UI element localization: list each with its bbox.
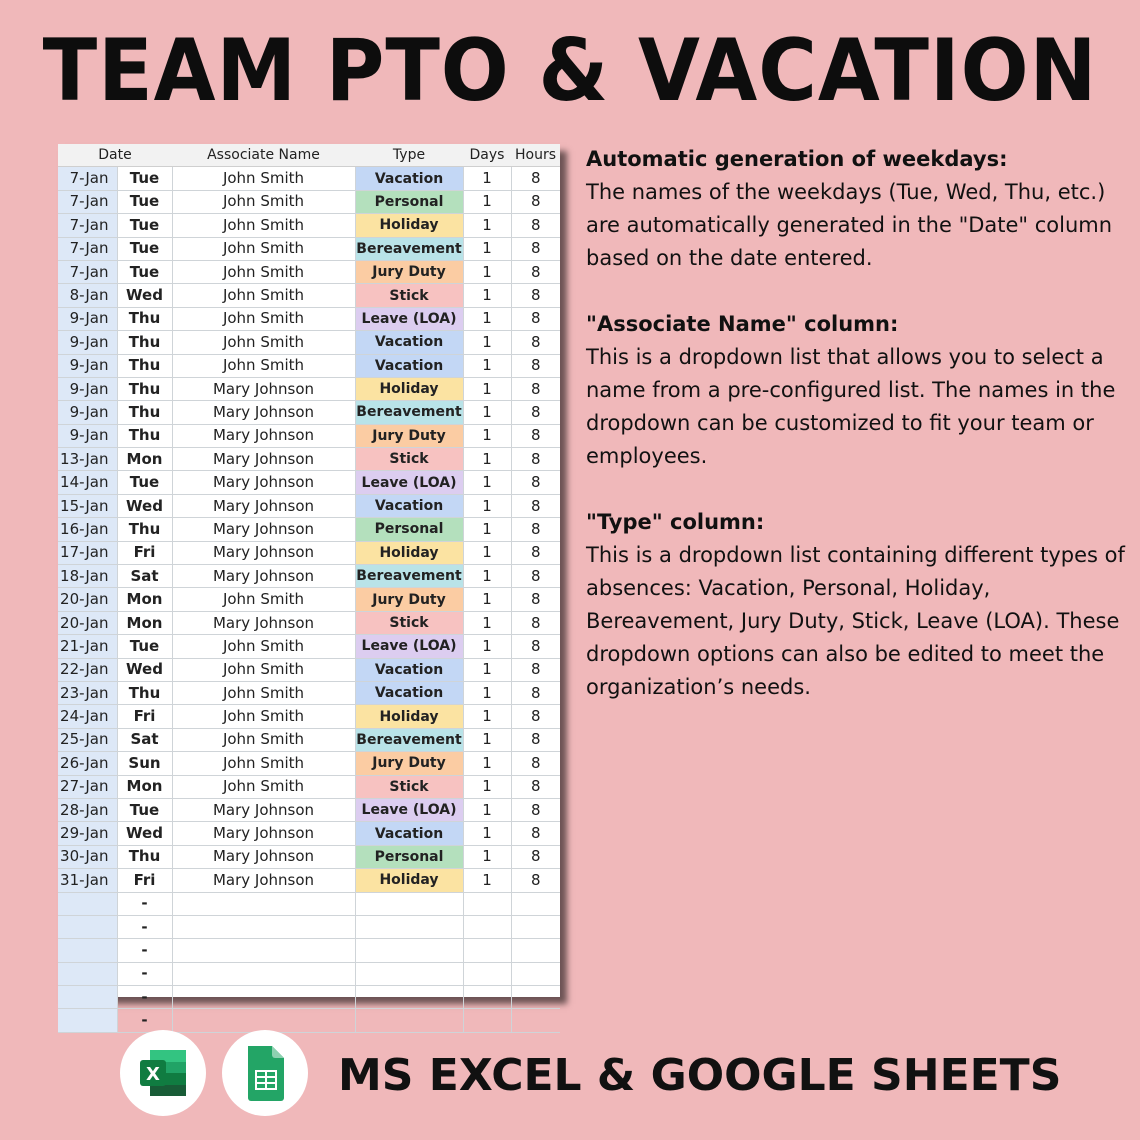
type-cell[interactable]: Bereavement (355, 401, 463, 424)
type-cell[interactable]: Bereavement (355, 237, 463, 260)
table-row (58, 424, 560, 447)
description-section (586, 143, 1126, 275)
table-row (58, 214, 560, 237)
type-cell[interactable]: Holiday (355, 705, 463, 728)
section-body: This is a dropdown list containing different types of absences: Vacation, Personal, Holiday, Bereavement, Jury Duty, Stick, Leave (LOA). These dropdown options can also be edited to meet the organization’s needs. (586, 543, 1125, 699)
table-row (58, 541, 560, 564)
weekday-cell[interactable]: Tue (117, 237, 172, 260)
type-cell[interactable]: Stick (355, 611, 463, 634)
hours-cell[interactable]: 8 (511, 284, 560, 307)
hours-cell[interactable]: 8 (511, 214, 560, 237)
date-cell[interactable] (58, 939, 117, 962)
page-title: TEAM PTO & VACATION (42, 21, 1098, 121)
excel-icon (120, 1030, 206, 1116)
table-row (58, 377, 560, 400)
type-cell[interactable] (355, 962, 463, 985)
type-cell[interactable]: Vacation (355, 167, 463, 190)
days-cell[interactable] (463, 986, 511, 1009)
associate-name-cell[interactable]: Mary Johnson (172, 494, 355, 517)
date-cell[interactable]: 27-Jan (58, 775, 117, 798)
date-cell[interactable]: 9-Jan (58, 424, 117, 447)
table-row (58, 284, 560, 307)
weekday-cell[interactable]: Thu (117, 354, 172, 377)
table-row (58, 494, 560, 517)
type-cell[interactable] (355, 986, 463, 1009)
weekday-cell[interactable]: Mon (117, 775, 172, 798)
associate-name-cell[interactable]: Mary Johnson (172, 518, 355, 541)
header-row (58, 144, 560, 167)
weekday-cell[interactable]: Wed (117, 658, 172, 681)
hours-cell[interactable]: 8 (511, 494, 560, 517)
associate-name-cell[interactable]: John Smith (172, 728, 355, 751)
type-cell[interactable] (355, 1009, 463, 1032)
table-row (58, 354, 560, 377)
hours-cell[interactable]: 8 (511, 822, 560, 845)
hours-cell[interactable]: 8 (511, 471, 560, 494)
associate-name-cell[interactable]: Mary Johnson (172, 798, 355, 821)
associate-name-cell[interactable]: John Smith (172, 752, 355, 775)
type-cell[interactable]: Leave (LOA) (355, 798, 463, 821)
date-cell[interactable]: 21-Jan (58, 635, 117, 658)
associate-name-cell[interactable] (172, 1009, 355, 1032)
days-cell[interactable]: 1 (463, 518, 511, 541)
type-cell[interactable]: Holiday (355, 869, 463, 892)
type-cell[interactable]: Vacation (355, 494, 463, 517)
weekday-cell[interactable]: Mon (117, 588, 172, 611)
days-cell[interactable]: 1 (463, 611, 511, 634)
column-header-associate-name[interactable]: Associate Name (172, 144, 355, 167)
days-cell[interactable]: 1 (463, 494, 511, 517)
date-cell[interactable]: 7-Jan (58, 260, 117, 283)
hours-cell[interactable]: 8 (511, 331, 560, 354)
hours-cell[interactable]: 8 (511, 681, 560, 704)
table-row (58, 260, 560, 283)
type-cell[interactable]: Jury Duty (355, 752, 463, 775)
days-cell[interactable]: 1 (463, 728, 511, 751)
associate-name-cell[interactable]: Mary Johnson (172, 471, 355, 494)
associate-name-cell[interactable] (172, 986, 355, 1009)
svg-text:X: X (146, 1064, 160, 1085)
associate-name-cell[interactable] (172, 892, 355, 915)
section-heading: Automatic generation of weekdays: (586, 147, 1008, 171)
spreadsheet (58, 144, 560, 1030)
weekday-cell[interactable]: Sat (117, 565, 172, 588)
date-cell[interactable]: 28-Jan (58, 798, 117, 821)
table-row (58, 658, 560, 681)
days-cell[interactable]: 1 (463, 588, 511, 611)
associate-name-cell[interactable]: John Smith (172, 237, 355, 260)
table-row (58, 635, 560, 658)
table-row (58, 822, 560, 845)
hours-cell[interactable]: 8 (511, 611, 560, 634)
date-cell[interactable]: 29-Jan (58, 822, 117, 845)
days-cell[interactable]: 1 (463, 752, 511, 775)
weekday-cell[interactable]: Fri (117, 705, 172, 728)
hours-cell[interactable]: 8 (511, 728, 560, 751)
days-cell[interactable]: 1 (463, 354, 511, 377)
days-cell[interactable] (463, 892, 511, 915)
table-row (58, 752, 560, 775)
days-cell[interactable]: 1 (463, 705, 511, 728)
associate-name-cell[interactable]: John Smith (172, 284, 355, 307)
section-heading: "Associate Name" column: (586, 312, 899, 336)
weekday-cell[interactable]: Thu (117, 401, 172, 424)
weekday-cell[interactable]: Thu (117, 518, 172, 541)
weekday-cell[interactable]: Tue (117, 471, 172, 494)
weekday-cell[interactable]: - (117, 1009, 172, 1032)
days-cell[interactable]: 1 (463, 214, 511, 237)
days-cell[interactable]: 1 (463, 658, 511, 681)
table-row (58, 611, 560, 634)
weekday-cell[interactable]: Tue (117, 167, 172, 190)
date-cell[interactable] (58, 986, 117, 1009)
days-cell[interactable]: 1 (463, 401, 511, 424)
hours-cell[interactable]: 8 (511, 705, 560, 728)
associate-name-cell[interactable]: John Smith (172, 214, 355, 237)
weekday-cell[interactable]: Wed (117, 822, 172, 845)
weekday-cell[interactable]: - (117, 892, 172, 915)
table-row (58, 775, 560, 798)
date-cell[interactable]: 18-Jan (58, 565, 117, 588)
hours-cell[interactable]: 8 (511, 845, 560, 868)
hours-cell[interactable]: 8 (511, 307, 560, 330)
weekday-cell[interactable]: - (117, 986, 172, 1009)
associate-name-cell[interactable]: Mary Johnson (172, 565, 355, 588)
hours-cell[interactable]: 8 (511, 377, 560, 400)
weekday-cell[interactable]: Thu (117, 307, 172, 330)
table-row (58, 892, 560, 915)
associate-name-cell[interactable]: Mary Johnson (172, 845, 355, 868)
date-cell[interactable]: 7-Jan (58, 237, 117, 260)
date-cell[interactable]: 8-Jan (58, 284, 117, 307)
days-cell[interactable]: 1 (463, 471, 511, 494)
weekday-cell[interactable]: Mon (117, 448, 172, 471)
weekday-cell[interactable]: Tue (117, 635, 172, 658)
weekday-cell[interactable]: Thu (117, 681, 172, 704)
weekday-cell[interactable]: Fri (117, 869, 172, 892)
section-body: This is a dropdown list that allows you to select a name from a pre-configured list. The names in the dropdown can be customized to fit your team or employees. (586, 345, 1116, 468)
date-cell[interactable] (58, 915, 117, 938)
associate-name-cell[interactable]: Mary Johnson (172, 448, 355, 471)
table-row (58, 705, 560, 728)
type-cell[interactable] (355, 939, 463, 962)
days-cell[interactable]: 1 (463, 424, 511, 447)
associate-name-cell[interactable]: John Smith (172, 705, 355, 728)
pto-table (58, 144, 560, 1033)
days-cell[interactable]: 1 (463, 307, 511, 330)
date-cell[interactable]: 9-Jan (58, 377, 117, 400)
type-cell[interactable] (355, 915, 463, 938)
table-row (58, 939, 560, 962)
type-cell[interactable]: Bereavement (355, 565, 463, 588)
associate-name-cell[interactable]: John Smith (172, 331, 355, 354)
associate-name-cell[interactable]: John Smith (172, 588, 355, 611)
days-cell[interactable]: 1 (463, 167, 511, 190)
hours-cell[interactable]: 8 (511, 401, 560, 424)
table-row (58, 448, 560, 471)
associate-name-cell[interactable]: John Smith (172, 354, 355, 377)
weekday-cell[interactable]: - (117, 962, 172, 985)
days-cell[interactable]: 1 (463, 331, 511, 354)
hours-cell[interactable] (511, 939, 560, 962)
days-cell[interactable]: 1 (463, 845, 511, 868)
date-cell[interactable]: 20-Jan (58, 588, 117, 611)
hours-cell[interactable]: 8 (511, 237, 560, 260)
weekday-cell[interactable]: Sun (117, 752, 172, 775)
hours-cell[interactable]: 8 (511, 190, 560, 213)
type-cell[interactable]: Jury Duty (355, 424, 463, 447)
weekday-cell[interactable]: Mon (117, 611, 172, 634)
type-cell[interactable]: Holiday (355, 541, 463, 564)
weekday-cell[interactable]: - (117, 915, 172, 938)
hours-cell[interactable]: 8 (511, 518, 560, 541)
hours-cell[interactable] (511, 986, 560, 1009)
weekday-cell[interactable]: - (117, 939, 172, 962)
table-row (58, 962, 560, 985)
column-header-hours[interactable]: Hours (511, 144, 560, 167)
associate-name-cell[interactable]: John Smith (172, 190, 355, 213)
days-cell[interactable] (463, 939, 511, 962)
table-row (58, 915, 560, 938)
type-cell[interactable]: Vacation (355, 354, 463, 377)
table-row (58, 331, 560, 354)
days-cell[interactable]: 1 (463, 869, 511, 892)
associate-name-cell[interactable]: John Smith (172, 635, 355, 658)
days-cell[interactable]: 1 (463, 541, 511, 564)
type-cell[interactable]: Holiday (355, 214, 463, 237)
hours-cell[interactable] (511, 962, 560, 985)
date-cell[interactable]: 16-Jan (58, 518, 117, 541)
days-cell[interactable]: 1 (463, 284, 511, 307)
days-cell[interactable]: 1 (463, 798, 511, 821)
date-cell[interactable]: 25-Jan (58, 728, 117, 751)
date-cell[interactable]: 31-Jan (58, 869, 117, 892)
table-row (58, 1009, 560, 1032)
date-cell[interactable]: 22-Jan (58, 658, 117, 681)
hours-cell[interactable]: 8 (511, 869, 560, 892)
type-cell[interactable]: Leave (LOA) (355, 635, 463, 658)
footer-label: MS EXCEL & GOOGLE SHEETS (338, 1050, 1062, 1101)
type-cell[interactable] (355, 892, 463, 915)
type-cell[interactable]: Personal (355, 190, 463, 213)
type-cell[interactable]: Bereavement (355, 728, 463, 751)
table-row (58, 565, 560, 588)
associate-name-cell[interactable] (172, 939, 355, 962)
type-cell[interactable]: Leave (LOA) (355, 471, 463, 494)
type-cell[interactable]: Personal (355, 518, 463, 541)
weekday-cell[interactable]: Thu (117, 424, 172, 447)
date-cell[interactable]: 9-Jan (58, 307, 117, 330)
hours-cell[interactable] (511, 892, 560, 915)
hours-cell[interactable] (511, 915, 560, 938)
weekday-cell[interactable]: Thu (117, 377, 172, 400)
column-header-type[interactable]: Type (355, 144, 463, 167)
hours-cell[interactable]: 8 (511, 658, 560, 681)
table-row (58, 401, 560, 424)
table-row (58, 167, 560, 190)
date-cell[interactable]: 7-Jan (58, 190, 117, 213)
date-cell[interactable]: 20-Jan (58, 611, 117, 634)
days-cell[interactable]: 1 (463, 377, 511, 400)
associate-name-cell[interactable]: John Smith (172, 167, 355, 190)
type-cell[interactable]: Holiday (355, 377, 463, 400)
associate-name-cell[interactable]: John Smith (172, 775, 355, 798)
date-cell[interactable]: 14-Jan (58, 471, 117, 494)
associate-name-cell[interactable]: Mary Johnson (172, 541, 355, 564)
hours-cell[interactable]: 8 (511, 424, 560, 447)
associate-name-cell[interactable]: John Smith (172, 658, 355, 681)
associate-name-cell[interactable] (172, 962, 355, 985)
section-heading: "Type" column: (586, 510, 765, 534)
date-cell[interactable]: 7-Jan (58, 214, 117, 237)
type-cell[interactable]: Vacation (355, 681, 463, 704)
date-cell[interactable]: 17-Jan (58, 541, 117, 564)
days-cell[interactable]: 1 (463, 190, 511, 213)
days-cell[interactable]: 1 (463, 775, 511, 798)
date-cell[interactable]: 9-Jan (58, 401, 117, 424)
table-row (58, 190, 560, 213)
days-cell[interactable]: 1 (463, 635, 511, 658)
hours-cell[interactable]: 8 (511, 167, 560, 190)
table-row (58, 845, 560, 868)
table-row (58, 681, 560, 704)
date-cell[interactable]: 30-Jan (58, 845, 117, 868)
days-cell[interactable]: 1 (463, 681, 511, 704)
table-row (58, 986, 560, 1009)
google-sheets-icon (222, 1030, 308, 1116)
days-cell[interactable] (463, 962, 511, 985)
table-row (58, 518, 560, 541)
table-row (58, 869, 560, 892)
column-header-date[interactable]: Date (58, 144, 172, 167)
hours-cell[interactable]: 8 (511, 448, 560, 471)
date-cell[interactable]: 15-Jan (58, 494, 117, 517)
weekday-cell[interactable]: Wed (117, 494, 172, 517)
days-cell[interactable] (463, 915, 511, 938)
date-cell[interactable]: 26-Jan (58, 752, 117, 775)
weekday-cell[interactable]: Fri (117, 541, 172, 564)
date-cell[interactable]: 23-Jan (58, 681, 117, 704)
associate-name-cell[interactable]: Mary Johnson (172, 401, 355, 424)
date-cell[interactable]: 9-Jan (58, 331, 117, 354)
footer (120, 1030, 1120, 1118)
date-cell[interactable]: 13-Jan (58, 448, 117, 471)
table-row (58, 588, 560, 611)
date-cell[interactable] (58, 962, 117, 985)
weekday-cell[interactable]: Tue (117, 260, 172, 283)
table-body (58, 167, 560, 1032)
section-body: The names of the weekdays (Tue, Wed, Thu, etc.) are automatically generated in the "Date" column based on the date entered. (586, 180, 1113, 270)
hours-cell[interactable]: 8 (511, 588, 560, 611)
hours-cell[interactable]: 8 (511, 565, 560, 588)
type-cell[interactable]: Jury Duty (355, 588, 463, 611)
hours-cell[interactable]: 8 (511, 541, 560, 564)
hours-cell[interactable]: 8 (511, 354, 560, 377)
associate-name-cell[interactable]: Mary Johnson (172, 822, 355, 845)
table-row (58, 237, 560, 260)
type-cell[interactable]: Vacation (355, 331, 463, 354)
hours-cell[interactable]: 8 (511, 775, 560, 798)
associate-name-cell[interactable]: Mary Johnson (172, 611, 355, 634)
weekday-cell[interactable]: Tue (117, 214, 172, 237)
type-cell[interactable]: Stick (355, 284, 463, 307)
days-cell[interactable]: 1 (463, 822, 511, 845)
weekday-cell[interactable]: Tue (117, 190, 172, 213)
days-cell[interactable] (463, 1009, 511, 1032)
date-cell[interactable]: 24-Jan (58, 705, 117, 728)
hours-cell[interactable]: 8 (511, 260, 560, 283)
column-header-days[interactable]: Days (463, 144, 511, 167)
type-cell[interactable]: Stick (355, 775, 463, 798)
days-cell[interactable]: 1 (463, 448, 511, 471)
days-cell[interactable]: 1 (463, 565, 511, 588)
associate-name-cell[interactable] (172, 915, 355, 938)
type-cell[interactable]: Personal (355, 845, 463, 868)
days-cell[interactable]: 1 (463, 237, 511, 260)
weekday-cell[interactable]: Thu (117, 845, 172, 868)
associate-name-cell[interactable]: John Smith (172, 260, 355, 283)
hours-cell[interactable]: 8 (511, 798, 560, 821)
table-row (58, 728, 560, 751)
table-row (58, 471, 560, 494)
associate-name-cell[interactable]: Mary Johnson (172, 869, 355, 892)
date-cell[interactable] (58, 892, 117, 915)
hours-cell[interactable] (511, 1009, 560, 1032)
type-cell[interactable]: Vacation (355, 658, 463, 681)
associate-name-cell[interactable]: Mary Johnson (172, 377, 355, 400)
days-cell[interactable]: 1 (463, 260, 511, 283)
associate-name-cell[interactable]: John Smith (172, 681, 355, 704)
weekday-cell[interactable]: Wed (117, 284, 172, 307)
weekday-cell[interactable]: Thu (117, 331, 172, 354)
description-panel (586, 143, 1126, 737)
table-row (58, 307, 560, 330)
date-cell[interactable] (58, 1009, 117, 1032)
hours-cell[interactable]: 8 (511, 752, 560, 775)
date-cell[interactable]: 7-Jan (58, 167, 117, 190)
type-cell[interactable]: Leave (LOA) (355, 307, 463, 330)
table-row (58, 798, 560, 821)
type-cell[interactable]: Vacation (355, 822, 463, 845)
hours-cell[interactable]: 8 (511, 635, 560, 658)
type-cell[interactable]: Stick (355, 448, 463, 471)
weekday-cell[interactable]: Tue (117, 798, 172, 821)
type-cell[interactable]: Jury Duty (355, 260, 463, 283)
date-cell[interactable]: 9-Jan (58, 354, 117, 377)
associate-name-cell[interactable]: John Smith (172, 307, 355, 330)
associate-name-cell[interactable]: Mary Johnson (172, 424, 355, 447)
description-section (586, 308, 1126, 473)
description-section (586, 506, 1126, 704)
weekday-cell[interactable]: Sat (117, 728, 172, 751)
